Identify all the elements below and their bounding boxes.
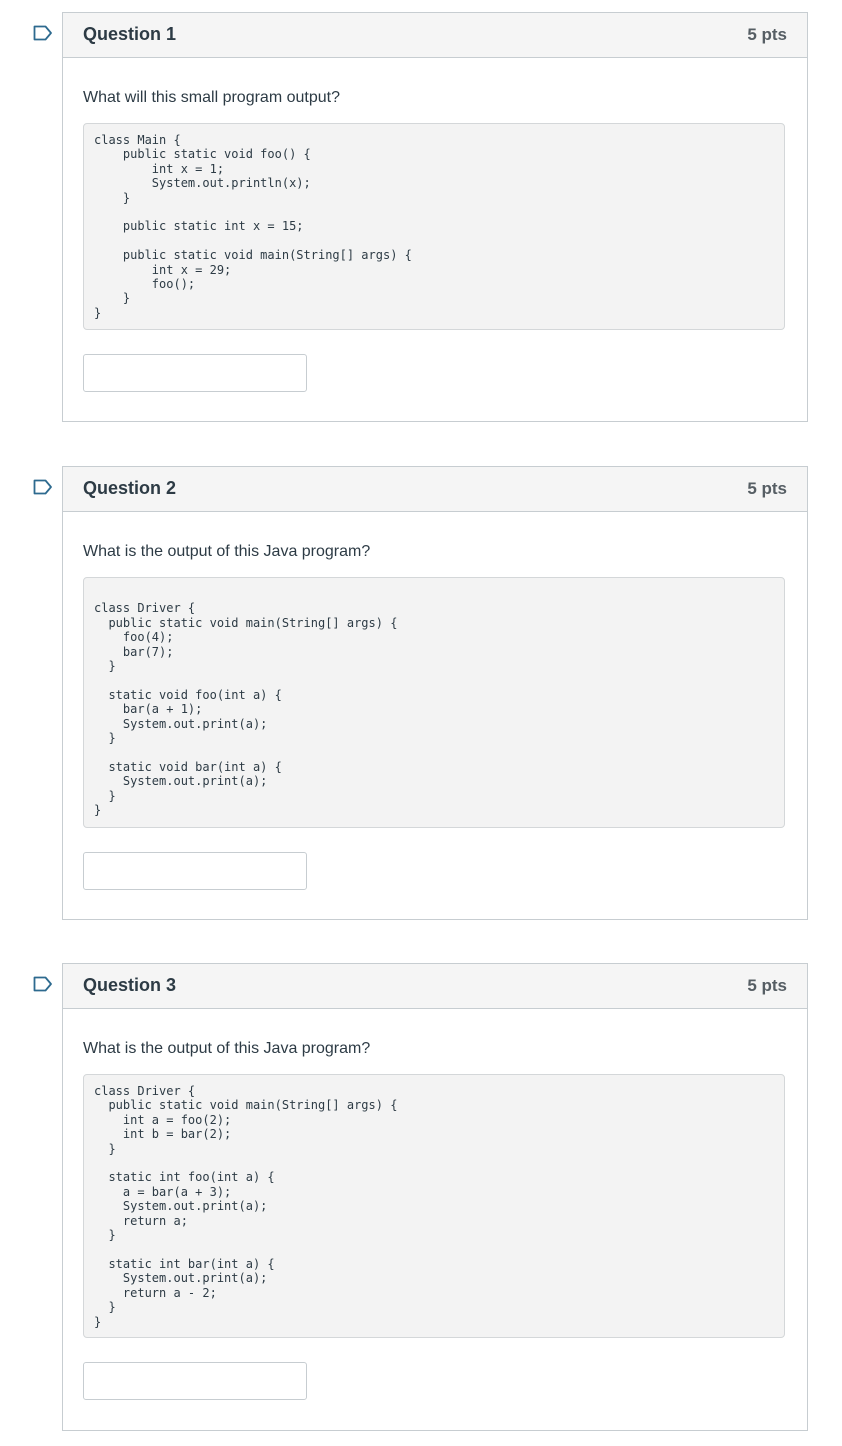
question-card [62,12,808,422]
flag-question-icon[interactable] [33,976,53,992]
flag-question-icon[interactable] [33,479,53,495]
question-header [63,467,807,512]
question-card [62,963,808,1431]
question-title: Question 2 [83,478,177,498]
code-text: class Driver { public static void main(String[] args) { foo(4); bar(7); } static void foo(int a) { bar(a + 1); System.out.print(a); } static void bar(int a) { System.out.print(a); } } [94,601,398,818]
question-card [62,466,808,920]
question-points: 5 pts [747,25,787,44]
question-1 [0,12,842,422]
flag-question-icon[interactable] [33,25,53,41]
question-points: 5 pts [747,976,787,995]
code-block [83,123,785,330]
question-3 [0,963,842,1431]
question-title: Question 3 [83,975,177,995]
question-header [63,13,807,58]
answer-input[interactable] [83,1362,307,1400]
question-prompt: What is the output of this Java program? [83,543,371,560]
code-text: class Driver { public static void main(String[] args) { int a = foo(2); int b = bar(2); } static int foo(int a) { a = bar(a + 3); System.out.print(a); return a; } static int bar(int a) { System.out.print(a); return a - 2; } } [94,1084,398,1329]
question-prompt: What is the output of this Java program? [83,1040,371,1057]
code-block [83,1074,785,1338]
code-block [83,577,785,828]
question-title: Question 1 [83,24,177,44]
question-prompt: What will this small program output? [83,89,340,106]
answer-input[interactable] [83,852,307,890]
answer-input[interactable] [83,354,307,392]
code-text: class Main { public static void foo() { int x = 1; System.out.println(x); } public static int x = 15; public static void main(String[] args) { int x = 29; foo(); } } [94,133,412,320]
question-header [63,964,807,1009]
question-2 [0,466,842,920]
question-points: 5 pts [747,479,787,498]
